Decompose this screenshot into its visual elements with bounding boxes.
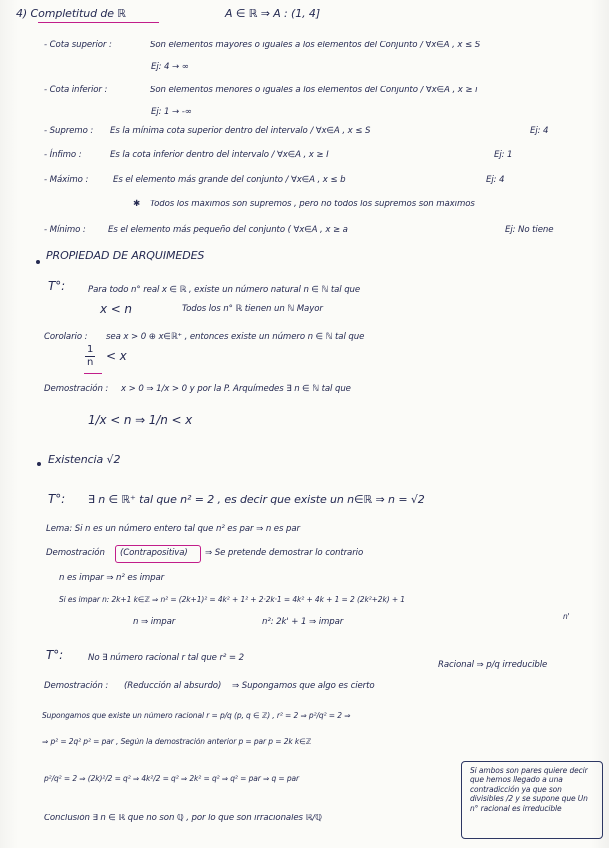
section2-line1: n es impar ⇒ n² es impar <box>59 573 165 583</box>
section2-theorem-text: ∃ n ∈ ℝ⁺ tal que n² = 2 , es decir que existe un n∈ℝ ⇒ n = √2 <box>88 493 425 506</box>
item-example-cota-inferior: Ej: 1 → -∞ <box>151 107 192 117</box>
section3-demo-label: Demostración : <box>44 681 109 691</box>
item-example-maximo: Ej: 4 <box>486 175 505 185</box>
page-title: 4) Completitud de ℝ <box>16 7 126 20</box>
section1-theorem-formula: x < n <box>100 302 132 316</box>
section2-line3-right: n²: 2k' + 1 ⇒ impar <box>262 617 344 627</box>
section1-theorem-text: Para todo n° real x ∈ ℝ , existe un número natural n ∈ ℕ tal que <box>88 285 361 295</box>
section3-rational-note: Racional ⇒ p/q irreducible <box>438 660 548 670</box>
section3-demo-text: ⇒ Supongamos que algo es cierto <box>232 681 375 691</box>
item-label-supremo: - Supremo : <box>44 126 94 136</box>
section3-line1: Supongamos que existe un número racional r = p/q (p, q ∈ ℤ) , r² = 2 ⇒ p²/q² = 2 ⇒ <box>42 712 351 720</box>
item-example-supremo: Ej: 4 <box>530 126 549 136</box>
item-text-minimo: Es el elemento más pequeño del conjunto ( ∀x∈A , x ≥ a <box>108 225 348 235</box>
section2-line3-left: n ⇒ impar <box>133 617 176 627</box>
bullet-dot <box>36 260 40 264</box>
section2-theorem-label: T°: <box>48 492 66 506</box>
corollary-inequality: < x <box>106 349 127 363</box>
section1-demo-line2: 1/x < n ⇒ 1/n < x <box>88 413 193 427</box>
title-note: A ∈ ℝ ⇒ A : (1, 4] <box>225 7 321 20</box>
section3-theorem-label: T°: <box>46 648 64 662</box>
section1-title: PROPIEDAD DE ARQUIMEDES <box>46 249 205 262</box>
section2-demo-label: Demostración <box>46 548 105 558</box>
item-example-minimo: Ej: No tiene <box>505 225 554 235</box>
item-label-infimo: - Ínfimo : <box>44 150 82 160</box>
item-label-cota-superior: - Cota superior : <box>44 40 112 50</box>
item-label-cota-inferior: - Cota inferior : <box>44 85 108 95</box>
section2-demo-method: (Contrapositiva) <box>120 548 188 558</box>
section2-title: Existencia √2 <box>48 453 121 466</box>
item-label-maximo: - Máximo : <box>44 175 89 185</box>
section1-corollary-text: sea x > 0 ⊕ x∈ℝ⁺ , entonces existe un número n ∈ ℕ tal que <box>106 332 365 342</box>
item-example-infimo: Ej: 1 <box>494 150 513 160</box>
section1-corollary-label: Corolario : <box>44 332 88 342</box>
corollary-fraction <box>85 345 95 368</box>
item-text-cota-superior: Son elementos mayores o iguales a los elementos del Conjunto / ∀x∈A , x ≤ S <box>150 41 481 50</box>
item-label-minimo: - Mínimo : <box>44 225 86 235</box>
section1-demo-label: Demostración : <box>44 384 109 394</box>
corollary-frac-den: n <box>87 357 94 368</box>
section3-line3: p²/q² = 2 ⇒ (2k)²/2 = q² ⇒ 4k²/2 = q² ⇒ 2k² = q² ⇒ q² = par ⇒ q = par <box>44 775 300 783</box>
item-text-infimo: Es la cota inferior dentro del intervalo / ∀x∈A , x ≥ I <box>110 150 329 160</box>
section3-line2: ⇒ p² = 2q² p² = par , Según la demostración anterior p = par p = 2k k∈ℤ <box>42 738 312 746</box>
section3-theorem-text: No ∃ número racional r tal que r² = 2 <box>88 653 245 663</box>
title-underline <box>38 22 159 23</box>
item-example-cota-superior: Ej: 4 → ∞ <box>151 62 189 72</box>
section2-lemma: Lema: Si n es un número entero tal que n² es par ⇒ n es par <box>46 524 300 534</box>
asterisk-label: ✱ <box>133 199 141 209</box>
section1-theorem-note: Todos los n° ℝ tienen un ℕ Mayor <box>182 304 323 314</box>
section3-conclusion: Conclusión ∃ n ∈ ℝ que no son ℚ , por lo que son irracionales ℝ/ℚ <box>44 814 322 823</box>
item-text-maximo: Es el elemento más grande del conjunto / ∀x∈A , x ≤ b <box>113 175 346 185</box>
bullet-dot-2 <box>37 462 41 466</box>
item-text-supremo: Es la mínima cota superior dentro del intervalo / ∀x∈A , x ≤ S <box>110 126 371 136</box>
item-text-cota-inferior: Son elementos menores o iguales a los elementos del Conjunto / ∀x∈A , x ≥ i <box>150 86 478 95</box>
boxed-note-text: Si ambos son pares quiere decir que hemos llegado a una contradicción ya que son divisibles /2 y se supone que Un n° racional es irreducible <box>470 766 588 813</box>
section2-demo-text: ⇒ Se pretende demostrar lo contrario <box>205 548 364 558</box>
section1-demo-text: x > 0 ⇒ 1/x > 0 y por la P. Arquímedes ∃ n ∈ ℕ tal que <box>121 384 351 394</box>
corollary-frac-num: 1 <box>87 344 94 355</box>
section1-theorem-label: T°: <box>48 279 66 293</box>
section2-line2: Si es impar n: 2k+1 k∈ℤ ⇒ n² = (2k+1)² = 4k² + 1² + 2·2k·1 = 4k² + 4k + 1 = 2 (2k²+2k) + 1 <box>59 596 405 604</box>
section2-line2-sub: n' <box>563 612 570 621</box>
asterisk-note: Todos los máximos son supremos , pero no todos los supremos son máximos <box>150 200 475 209</box>
corollary-underline <box>84 373 102 374</box>
section3-demo-method: (Reducción al absurdo) <box>124 681 222 691</box>
